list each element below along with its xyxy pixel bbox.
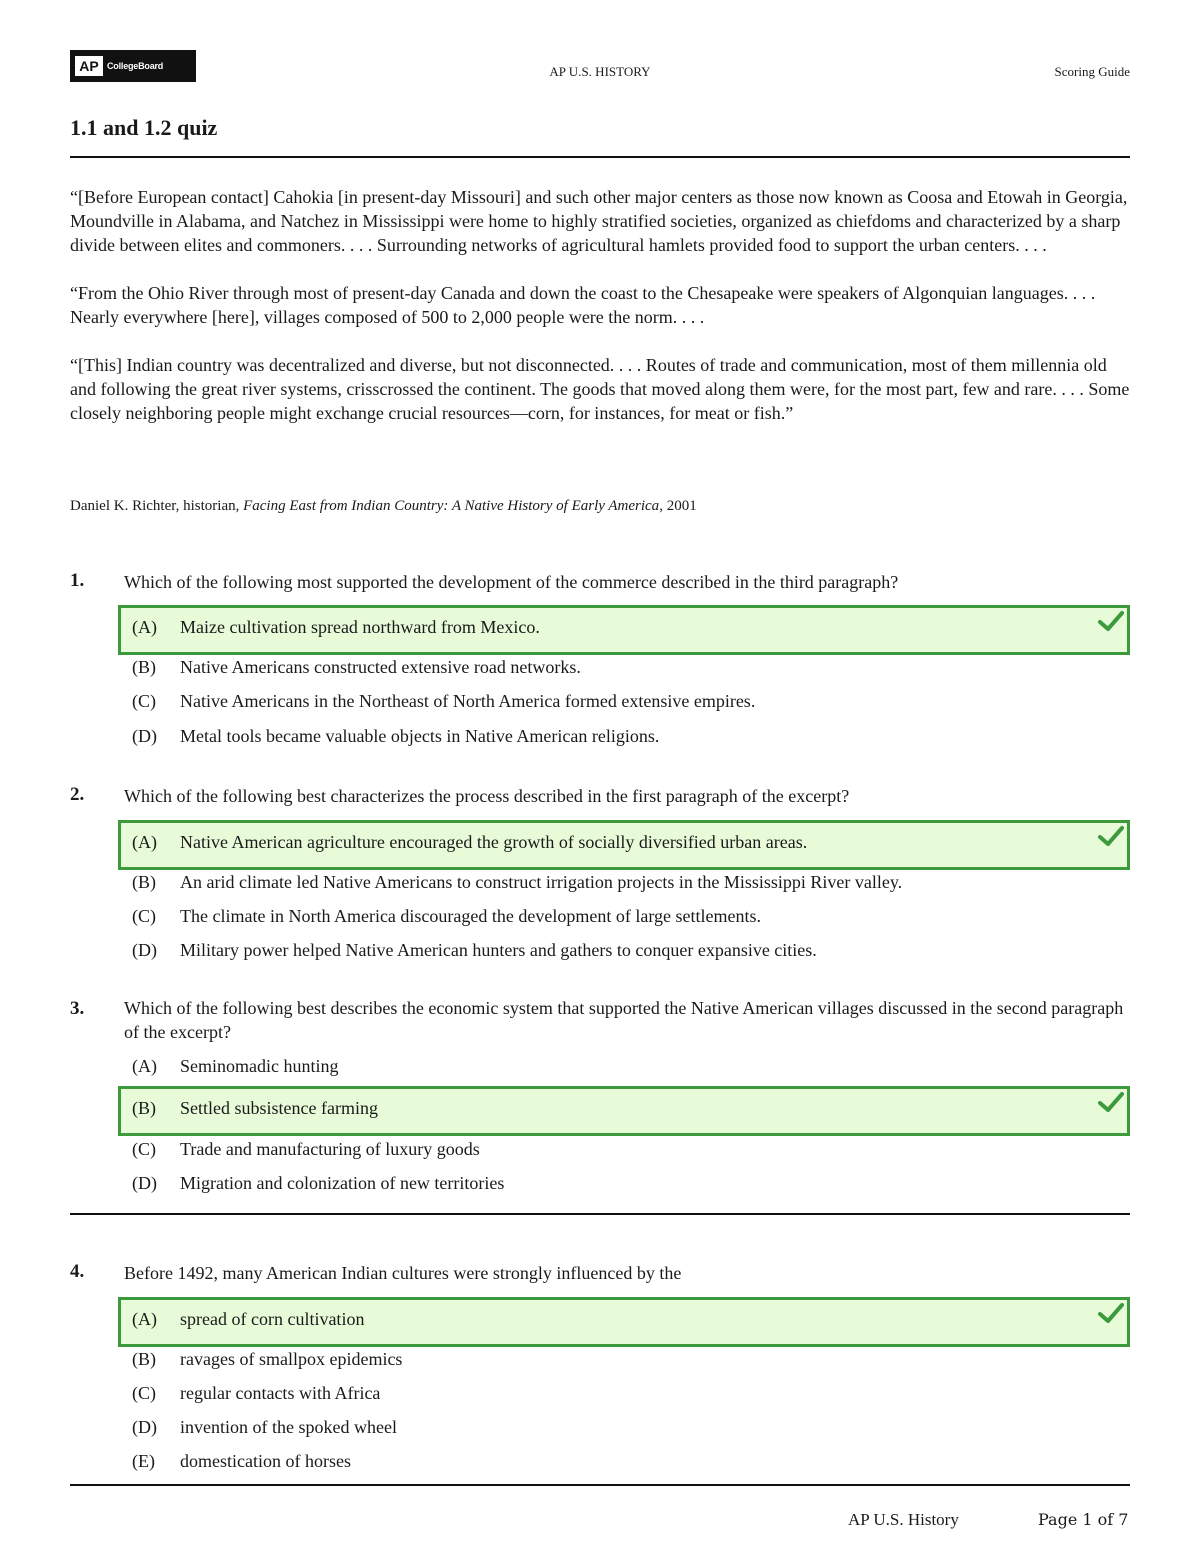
option-text: Military power helped Native American hunters and gathers to conquer expansive cities.	[180, 940, 817, 960]
option-text: Metal tools became valuable objects in Native American religions.	[180, 726, 660, 746]
answer-option-correct[interactable]	[118, 1297, 1130, 1347]
answer-option[interactable]	[118, 685, 1130, 719]
answer-option[interactable]	[118, 651, 1130, 685]
option-text: invention of the spoked wheel	[180, 1417, 397, 1437]
option-text: domestication of horses	[180, 1451, 351, 1471]
footer-page-number: Page 1 of 7	[1038, 1510, 1129, 1529]
answer-option[interactable]	[118, 1133, 1130, 1167]
logo-ap-mark: AP	[75, 56, 103, 76]
header-subject: AP U.S. HISTORY	[549, 64, 651, 79]
answer-option[interactable]	[118, 1343, 1130, 1377]
citation-author: Daniel K. Richter, historian,	[70, 498, 244, 514]
footer-course: AP U.S. History	[848, 1510, 959, 1529]
option-letter: (D)	[132, 1417, 157, 1437]
option-letter: (B)	[132, 1098, 156, 1118]
page-title: 1.1 and 1.2 quiz	[70, 115, 218, 140]
question-number: 3.	[70, 998, 85, 1019]
option-text: The climate in North America discouraged the development of large settlements.	[180, 906, 761, 926]
answer-option[interactable]	[118, 720, 1130, 754]
answer-option-correct[interactable]	[118, 820, 1130, 870]
question-text: Which of the following most supported the development of the commerce described in the third paragraph?	[124, 572, 899, 592]
option-letter: (B)	[132, 1349, 156, 1369]
passage-paragraph-3: “[This] Indian country was decentralized and diverse, but not disconnected. . . . Routes of trade and communication, most of them millennia old and following the great river systems, crisscrossed the continent. The goods that moved along them were, for the most part, few and rare. . . . Some closely neighboring people might exchange crucial resources—corn, for instances, for meat or fish.”	[70, 355, 1130, 423]
option-text: An arid climate led Native Americans to construct irrigation projects in the Mississippi River valley.	[180, 872, 903, 892]
answer-option-correct[interactable]	[118, 605, 1130, 655]
option-text: Seminomadic hunting	[180, 1056, 339, 1076]
option-letter: (C)	[132, 906, 156, 926]
option-text: Native Americans in the Northeast of North America formed extensive empires.	[180, 691, 756, 711]
section-divider	[70, 1213, 1130, 1215]
passage-paragraph-2: “From the Ohio River through most of present-day Canada and down the coast to the Chesapeake were speakers of Algonquian languages. . . . Nearly everywhere [here], villages composed of 500 to 2,000 people were the norm. . . .	[70, 283, 1096, 327]
option-letter: (A)	[132, 1056, 157, 1076]
option-text: Native American agriculture encouraged the growth of socially diversified urban areas.	[180, 832, 808, 852]
excerpt-citation	[70, 498, 697, 515]
option-letter: (A)	[132, 1309, 157, 1329]
option-letter: (D)	[132, 1173, 157, 1193]
footer-divider	[70, 1484, 1130, 1486]
option-letter: (D)	[132, 940, 157, 960]
option-letter: (B)	[132, 657, 156, 677]
answer-option[interactable]	[118, 1445, 1130, 1479]
citation-work: Facing East from Indian Country: A Native History of Early America	[243, 498, 660, 514]
header-doc-type: Scoring Guide	[1054, 64, 1130, 79]
option-letter: (C)	[132, 1139, 156, 1159]
option-letter: (C)	[132, 1383, 156, 1403]
option-text: Migration and colonization of new territories	[180, 1173, 505, 1193]
option-letter: (A)	[132, 832, 157, 852]
option-letter: (B)	[132, 872, 156, 892]
answer-option[interactable]	[118, 866, 1130, 900]
question-number: 1.	[70, 570, 85, 591]
citation-year: , 2001	[659, 498, 697, 514]
option-letter: (D)	[132, 726, 157, 746]
checkmark-icon	[1097, 610, 1125, 634]
question-text: Before 1492, many American Indian cultures were strongly influenced by the	[124, 1263, 682, 1283]
option-text: Native Americans constructed extensive road networks.	[180, 657, 581, 677]
answer-option[interactable]	[118, 1377, 1130, 1411]
checkmark-icon	[1097, 1302, 1125, 1326]
answer-option[interactable]	[118, 1167, 1130, 1201]
answer-option[interactable]	[118, 934, 1130, 968]
option-letter: (C)	[132, 691, 156, 711]
checkmark-icon	[1097, 1091, 1125, 1115]
option-text: Maize cultivation spread northward from Mexico.	[180, 617, 540, 637]
option-text: Settled subsistence farming	[180, 1098, 378, 1118]
option-letter: (E)	[132, 1451, 155, 1471]
option-text: regular contacts with Africa	[180, 1383, 381, 1403]
title-divider	[70, 156, 1130, 158]
option-text: spread of corn cultivation	[180, 1309, 365, 1329]
excerpt-passage	[70, 185, 1132, 449]
page-header	[70, 50, 1130, 84]
answer-option[interactable]	[118, 900, 1130, 934]
answer-option[interactable]	[118, 1411, 1130, 1445]
question-number: 4.	[70, 1261, 85, 1282]
answer-option-correct[interactable]	[118, 1086, 1130, 1136]
passage-paragraph-1: “[Before European contact] Cahokia [in present-day Missouri] and such other major centers as those now known as Coosa and Etowah in Georgia, Moundville in Alabama, and Natchez in Mississippi were home to highly stratified societies, organized as chiefdoms and characterized by a sharp divide between elites and commoners. . . . Surrounding networks of agricultural hamlets provided food to support the urban centers. . . .	[70, 187, 1128, 255]
option-text: ravages of smallpox epidemics	[180, 1349, 403, 1369]
question-text: Which of the following best characterizes the process described in the first paragraph of the excerpt?	[124, 786, 850, 806]
answer-option[interactable]	[118, 1050, 1130, 1084]
option-text: Trade and manufacturing of luxury goods	[180, 1139, 480, 1159]
question-number: 2.	[70, 784, 85, 805]
option-letter: (A)	[132, 617, 157, 637]
question-text: Which of the following best describes the economic system that supported the Native American villages discussed in the second paragraph of the excerpt?	[124, 998, 1124, 1042]
checkmark-icon	[1097, 825, 1125, 849]
logo-brand-text: CollegeBoard	[107, 61, 164, 71]
